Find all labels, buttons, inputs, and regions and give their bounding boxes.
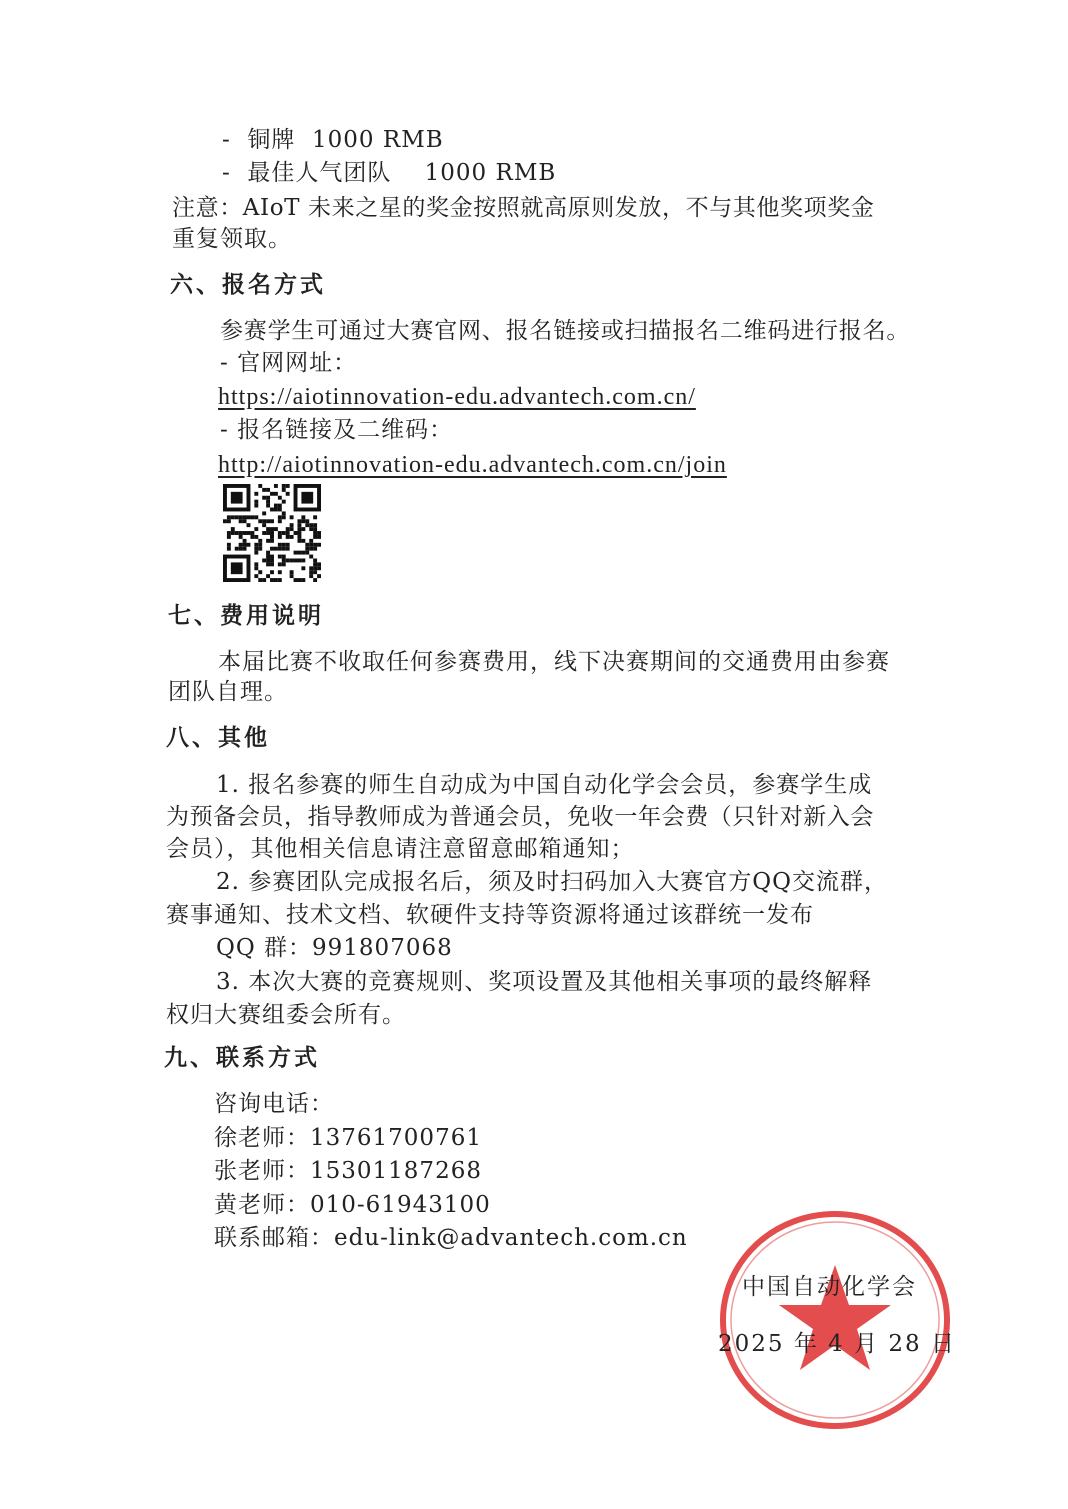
contact-email: 联系邮箱：edu-link@advantech.com.cn — [214, 1225, 688, 1251]
official-site-link[interactable]: https://aiotinnovation-edu.advantech.com.cn/ — [218, 384, 696, 410]
paragraph: 会员），其他相关信息请注意留意邮箱通知； — [166, 836, 635, 862]
join-link[interactable]: http://aiotinnovation-edu.advantech.com.cn/join — [218, 452, 727, 478]
signature-date: 2025 年 4 月 28 日 — [718, 1331, 956, 1357]
qq-group: QQ 群：991807068 — [216, 935, 453, 961]
paragraph: 本届比赛不收取任何参赛费用，线下决赛期间的交通费用由参赛 — [218, 649, 890, 675]
qr-code[interactable] — [222, 484, 322, 582]
official-seal — [715, 1205, 955, 1435]
paragraph: 2. 参赛团队完成报名后，须及时扫码加入大赛官方QQ交流群， — [216, 869, 888, 895]
paragraph: 3. 本次大赛的竞赛规则、奖项设置及其他相关事项的最终解释 — [216, 969, 873, 995]
paragraph: 权归大赛组委会所有。 — [166, 1002, 406, 1028]
section-title: 八、其他 — [166, 725, 270, 751]
paragraph: 1. 报名参赛的师生自动成为中国自动化学会会员，参赛学生成 — [216, 772, 873, 798]
list-label: - 报名链接及二维码： — [220, 417, 454, 443]
paragraph: 赛事通知、技术文档、软硬件支持等资源将通过该群统一发布 — [166, 902, 814, 928]
section-title: 七、费用说明 — [168, 603, 324, 629]
section-title: 九、联系方式 — [164, 1045, 320, 1071]
note-line: 注意：AIoT 未来之星的奖金按照就高原则发放，不与其他奖项奖金 — [172, 195, 875, 221]
paragraph: 为预备会员，指导教师成为普通会员，免收一年会费（只针对新入会 — [166, 804, 874, 830]
list-label: - 官网网址： — [220, 350, 358, 376]
contact-line: 黄老师：010-61943100 — [214, 1192, 491, 1218]
prize-item: - 最佳人气团队 1000 RMB — [222, 160, 557, 186]
prize-item: - 铜牌 1000 RMB — [222, 127, 444, 153]
section-title: 六、报名方式 — [170, 272, 326, 298]
contact-line: 咨询电话： — [214, 1091, 334, 1117]
contact-line: 张老师：15301187268 — [214, 1158, 482, 1184]
note-line: 重复领取。 — [172, 226, 292, 252]
contact-line: 徐老师：13761700761 — [214, 1125, 482, 1151]
signature-org: 中国自动化学会 — [742, 1274, 917, 1300]
paragraph: 团队自理。 — [168, 679, 288, 705]
paragraph: 参赛学生可通过大赛官网、报名链接或扫描报名二维码进行报名。 — [220, 318, 911, 344]
